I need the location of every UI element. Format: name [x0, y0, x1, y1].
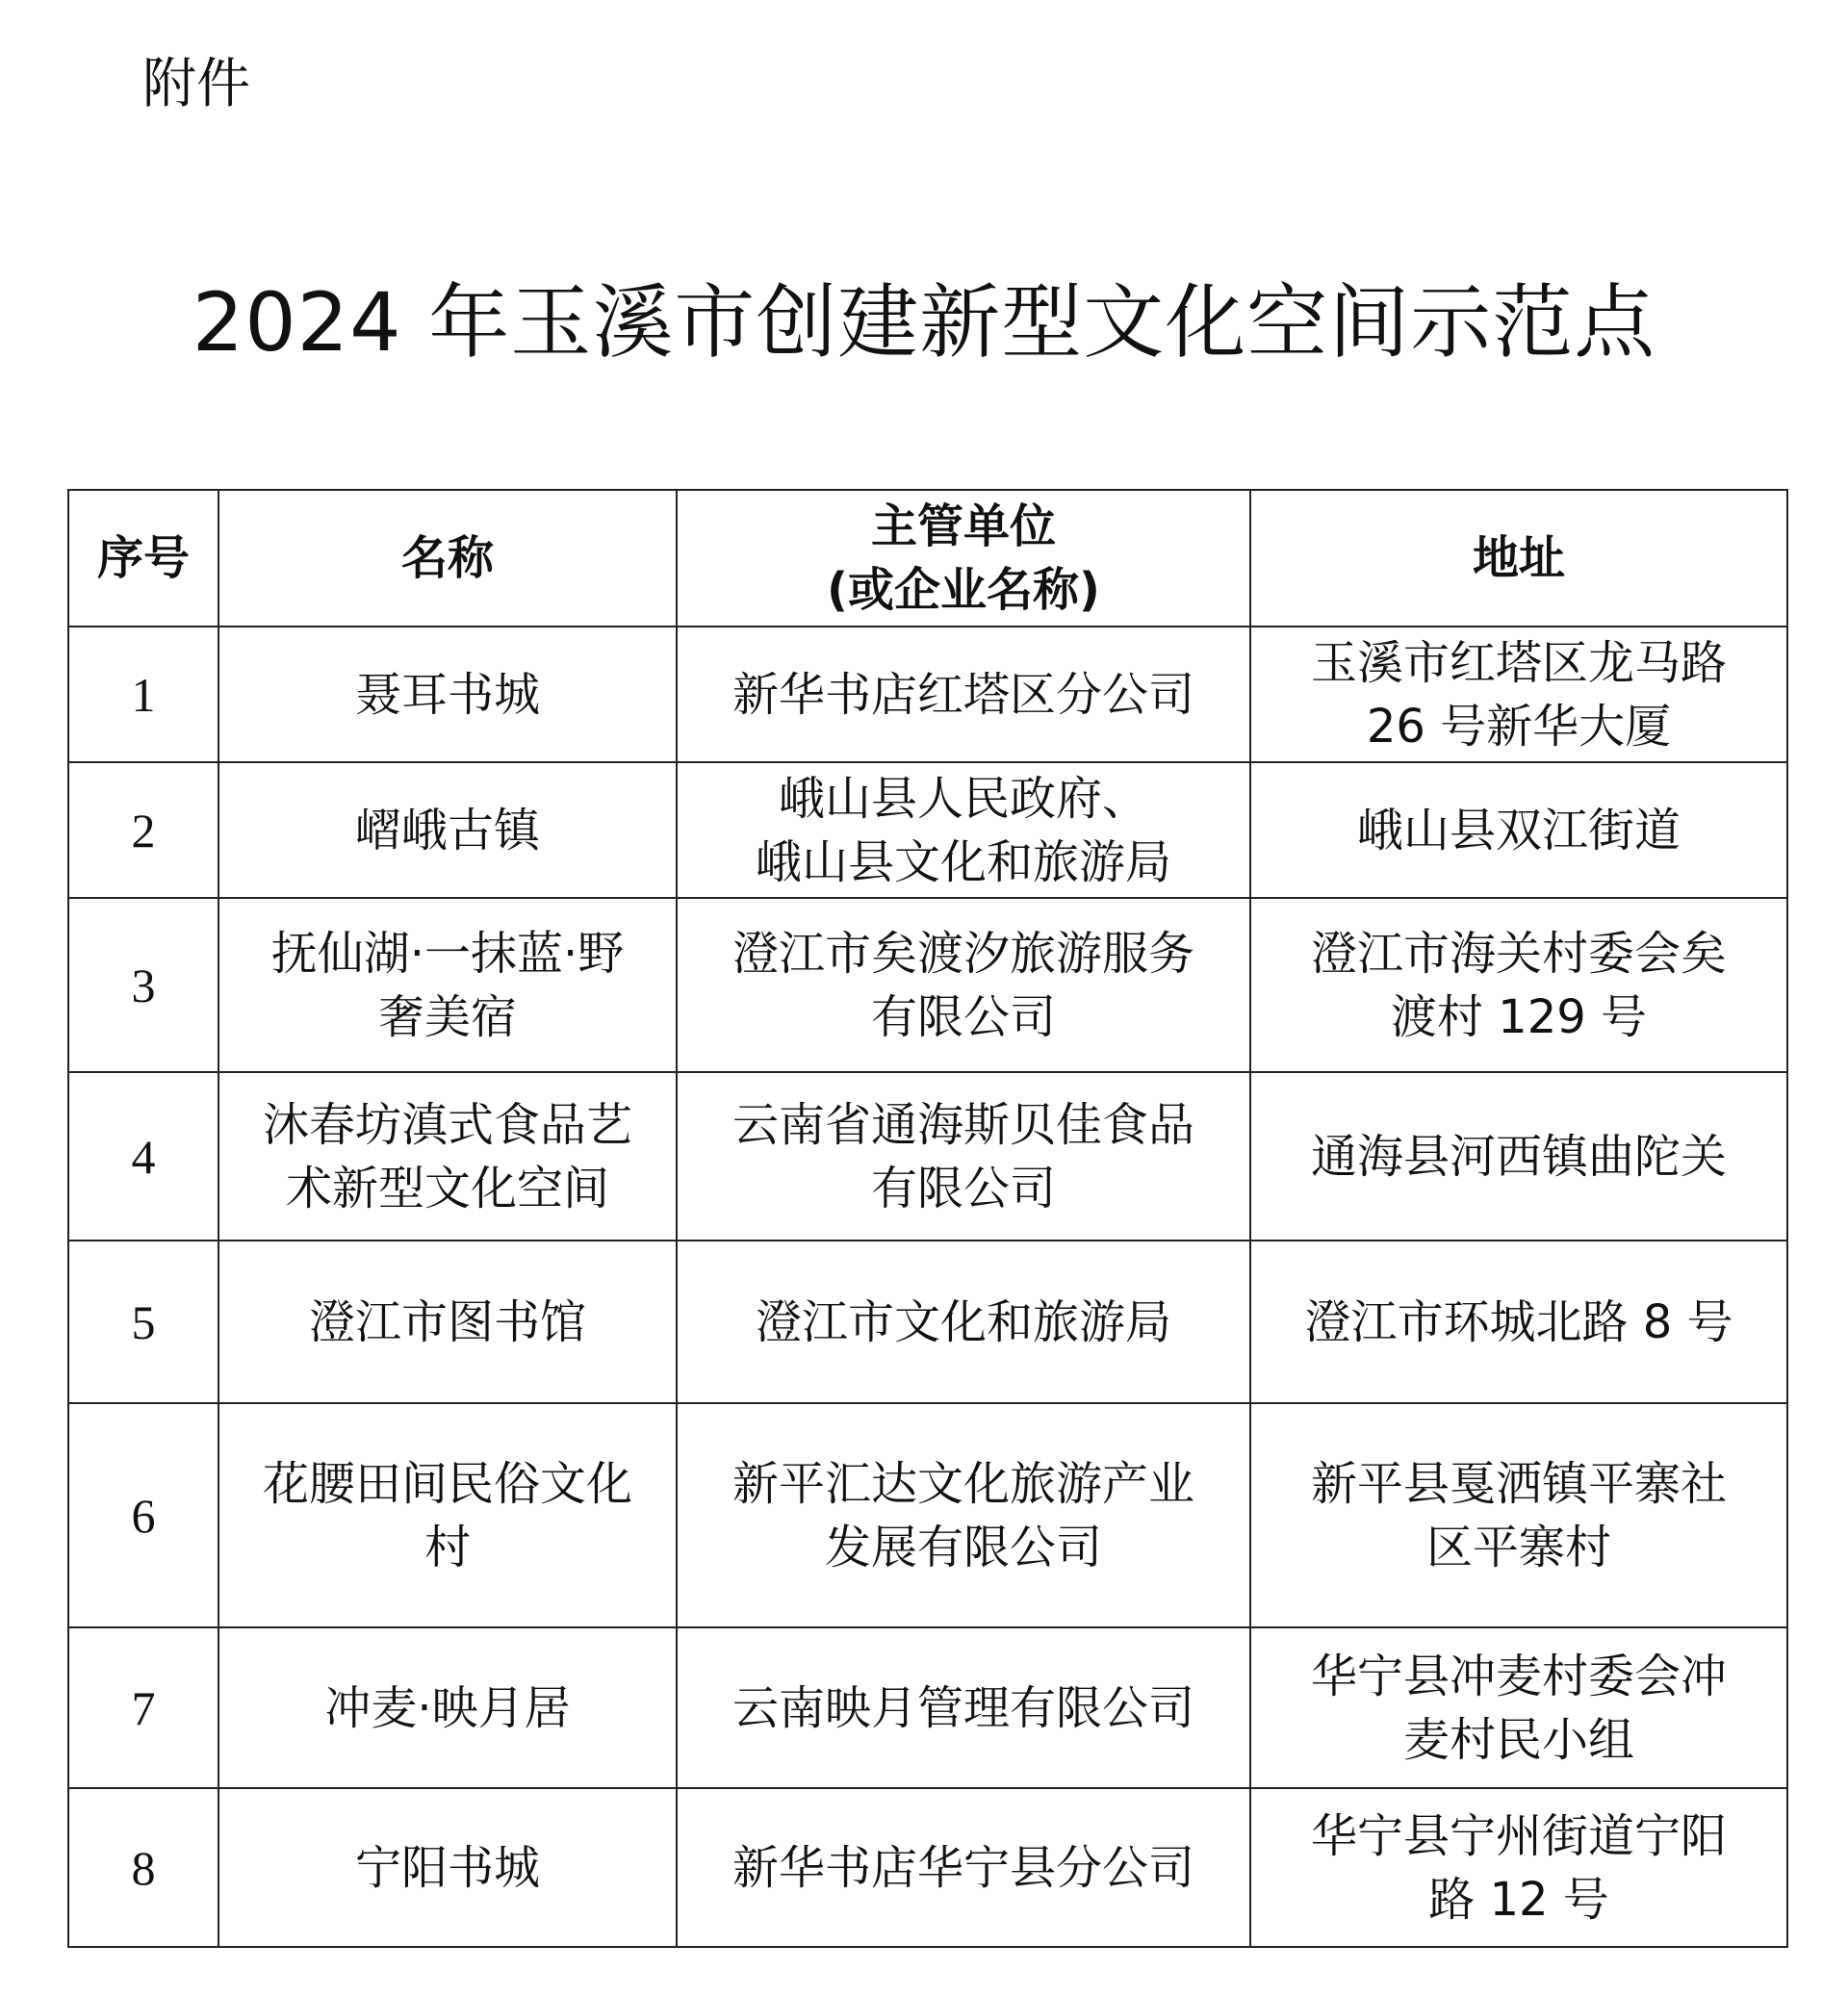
table-row: [68, 1627, 1787, 1788]
cell-address: 澄江市环城北路 8 号: [1250, 1241, 1787, 1403]
cell-seq: 3: [68, 898, 218, 1072]
cell-name: 澄江市图书馆: [218, 1241, 677, 1403]
cell-seq: 5: [68, 1241, 218, 1403]
cell-department: 新平汇达文化旅游产业 发展有限公司: [677, 1403, 1250, 1627]
document-title: 2024 年玉溪市创建新型文化空间示范点: [192, 275, 1656, 370]
header-department: 主管单位 (或企业名称): [677, 490, 1250, 627]
cell-address: 通海县河西镇曲陀关: [1250, 1072, 1787, 1241]
table-row: [68, 627, 1787, 762]
cell-department: 云南省通海斯贝佳食品 有限公司: [677, 1072, 1250, 1241]
table-row: [68, 1403, 1787, 1627]
cell-department: 云南映月管理有限公司: [677, 1627, 1250, 1788]
table-row: [68, 898, 1787, 1072]
cell-department: 新华书店华宁县分公司: [677, 1788, 1250, 1947]
cell-seq: 6: [68, 1403, 218, 1627]
cell-seq: 2: [68, 762, 218, 898]
attachment-label: 附件: [142, 53, 250, 115]
cell-address: 新平县戛洒镇平寨社 区平寨村: [1250, 1403, 1787, 1627]
cell-department: 峨山县人民政府、 峨山县文化和旅游局: [677, 762, 1250, 898]
cell-name: 嶍峨古镇: [218, 762, 677, 898]
table-row: [68, 762, 1787, 898]
cell-seq: 8: [68, 1788, 218, 1947]
cell-address: 澄江市海关村委会矣 渡村 129 号: [1250, 898, 1787, 1072]
table-header-row: [68, 490, 1787, 627]
cell-name: 花腰田间民俗文化 村: [218, 1403, 677, 1627]
cell-name: 冲麦·映月居: [218, 1627, 677, 1788]
cell-name: 聂耳书城: [218, 627, 677, 762]
demonstration-sites-table: [67, 489, 1788, 1948]
cell-address: 华宁县冲麦村委会冲 麦村民小组: [1250, 1627, 1787, 1788]
cell-department: 澄江市文化和旅游局: [677, 1241, 1250, 1403]
cell-address: 华宁县宁州街道宁阳 路 12 号: [1250, 1788, 1787, 1947]
cell-name: 抚仙湖·一抹蓝·野 奢美宿: [218, 898, 677, 1072]
cell-department: 新华书店红塔区分公司: [677, 627, 1250, 762]
cell-name: 沐春坊滇式食品艺 术新型文化空间: [218, 1072, 677, 1241]
cell-address: 玉溪市红塔区龙马路 26 号新华大厦: [1250, 627, 1787, 762]
table-row: [68, 1072, 1787, 1241]
cell-address: 峨山县双江街道: [1250, 762, 1787, 898]
table-row: [68, 1241, 1787, 1403]
header-name: 名称: [218, 490, 677, 627]
header-seq: 序号: [68, 490, 218, 627]
cell-seq: 1: [68, 627, 218, 762]
cell-department: 澄江市矣渡汐旅游服务 有限公司: [677, 898, 1250, 1072]
header-address: 地址: [1250, 490, 1787, 627]
table-row: [68, 1788, 1787, 1947]
cell-seq: 7: [68, 1627, 218, 1788]
cell-name: 宁阳书城: [218, 1788, 677, 1947]
cell-seq: 4: [68, 1072, 218, 1241]
